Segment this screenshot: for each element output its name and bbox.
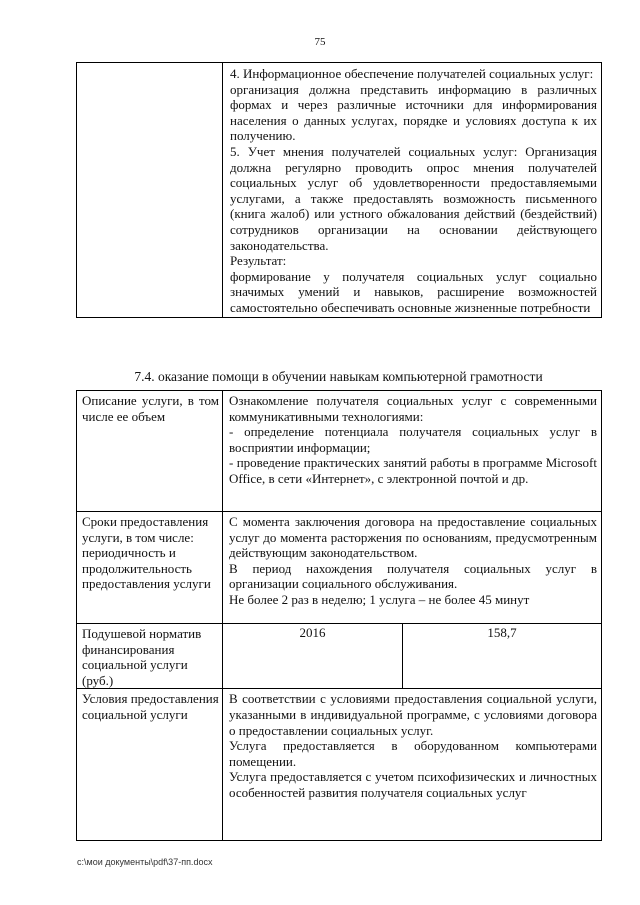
section-heading: 7.4. оказание помощи в обучении навыкам компьютерной грамотности — [134, 369, 543, 384]
text-line: Не более 2 раз в неделю; 1 услуга – не более 45 минут — [229, 591, 530, 607]
text-line: 5. Учет мнения получателей социальных услуг: Организация должна регулярно проводить опрос мнения получателей социальных услуг об удовлетворенности предоставляемыми услугами, а также предоставлять возможность письменного (книга жалоб) или устного обжалования действий (бездействий) сотрудников организации на основании действующего законодательства. — [230, 143, 597, 253]
empty-label-cell — [77, 63, 223, 318]
text-line: В период нахождения получателя социальных услуг в организации социального обслуживания. — [229, 560, 597, 592]
service-table — [76, 390, 602, 841]
conditions-label: Условия предоставления социальной услуги — [77, 689, 223, 841]
text-line: формирование у получателя социальных услуг социально значимых умений и навыков, расширение возможностей самостоятельно обеспечивать основные жизненные потребности — [230, 268, 597, 315]
table-row — [77, 689, 602, 841]
table-row — [77, 512, 602, 624]
text-line: С момента заключения договора на предоставление социальных услуг до момента расторжения по основаниям, предусмотренным действующим законодательством. — [229, 514, 597, 561]
terms-content — [223, 512, 602, 624]
conditions-content — [223, 689, 602, 841]
terms-label: Сроки предоставления услуги, в том числе: периодичность и продолжительность предоставления услуги — [77, 512, 223, 624]
text-line: Услуга предоставляется с учетом психофизических и личностных особенностей развития получателя социальных услуг — [229, 769, 597, 800]
text-line: Ознакомление получателя социальных услуг с современными коммуникативными технологиями: — [229, 393, 597, 424]
funding-year: 2016 — [223, 624, 403, 689]
text-line: - определение потенциала получателя социальных услуг в восприятии информации; — [229, 424, 597, 455]
funding-amount: 158,7 — [403, 624, 602, 689]
text-line: организация должна представить информацию в различных формах и через различные источники для информирования населения о данных услугах, порядке и условиях доступа к их получению. — [230, 81, 597, 144]
continued-table — [76, 62, 602, 318]
info-content-cell — [223, 63, 602, 318]
text-line: Результат: — [230, 253, 287, 269]
table-row — [77, 391, 602, 512]
text-line: Услуга предоставляется в оборудованном компьютерами помещении. — [229, 738, 597, 769]
table-row — [77, 624, 602, 689]
page-number: 75 — [314, 36, 326, 48]
text-line: 4. Информационное обеспечение получателей социальных услуг: — [230, 66, 594, 81]
text-line: - проведение практических занятий работы в программе Microsoft Office, в сети «Интернет», с электронной почтой и др. — [229, 455, 597, 486]
text-line: В соответствии с условиями предоставления социальной услуги, указанными в индивидуальной программе, с условиями договора о предоставлении социальных услуг. — [229, 691, 597, 738]
footer-file-path: c:\мои документы\pdf\37-пп.docx — [77, 857, 213, 867]
description-label: Описание услуги, в том числе ее объем — [77, 391, 223, 512]
description-content — [223, 391, 602, 512]
funding-label: Подушевой норматив финансирования социальной услуги (руб.) — [77, 624, 223, 689]
table-row — [77, 63, 602, 318]
